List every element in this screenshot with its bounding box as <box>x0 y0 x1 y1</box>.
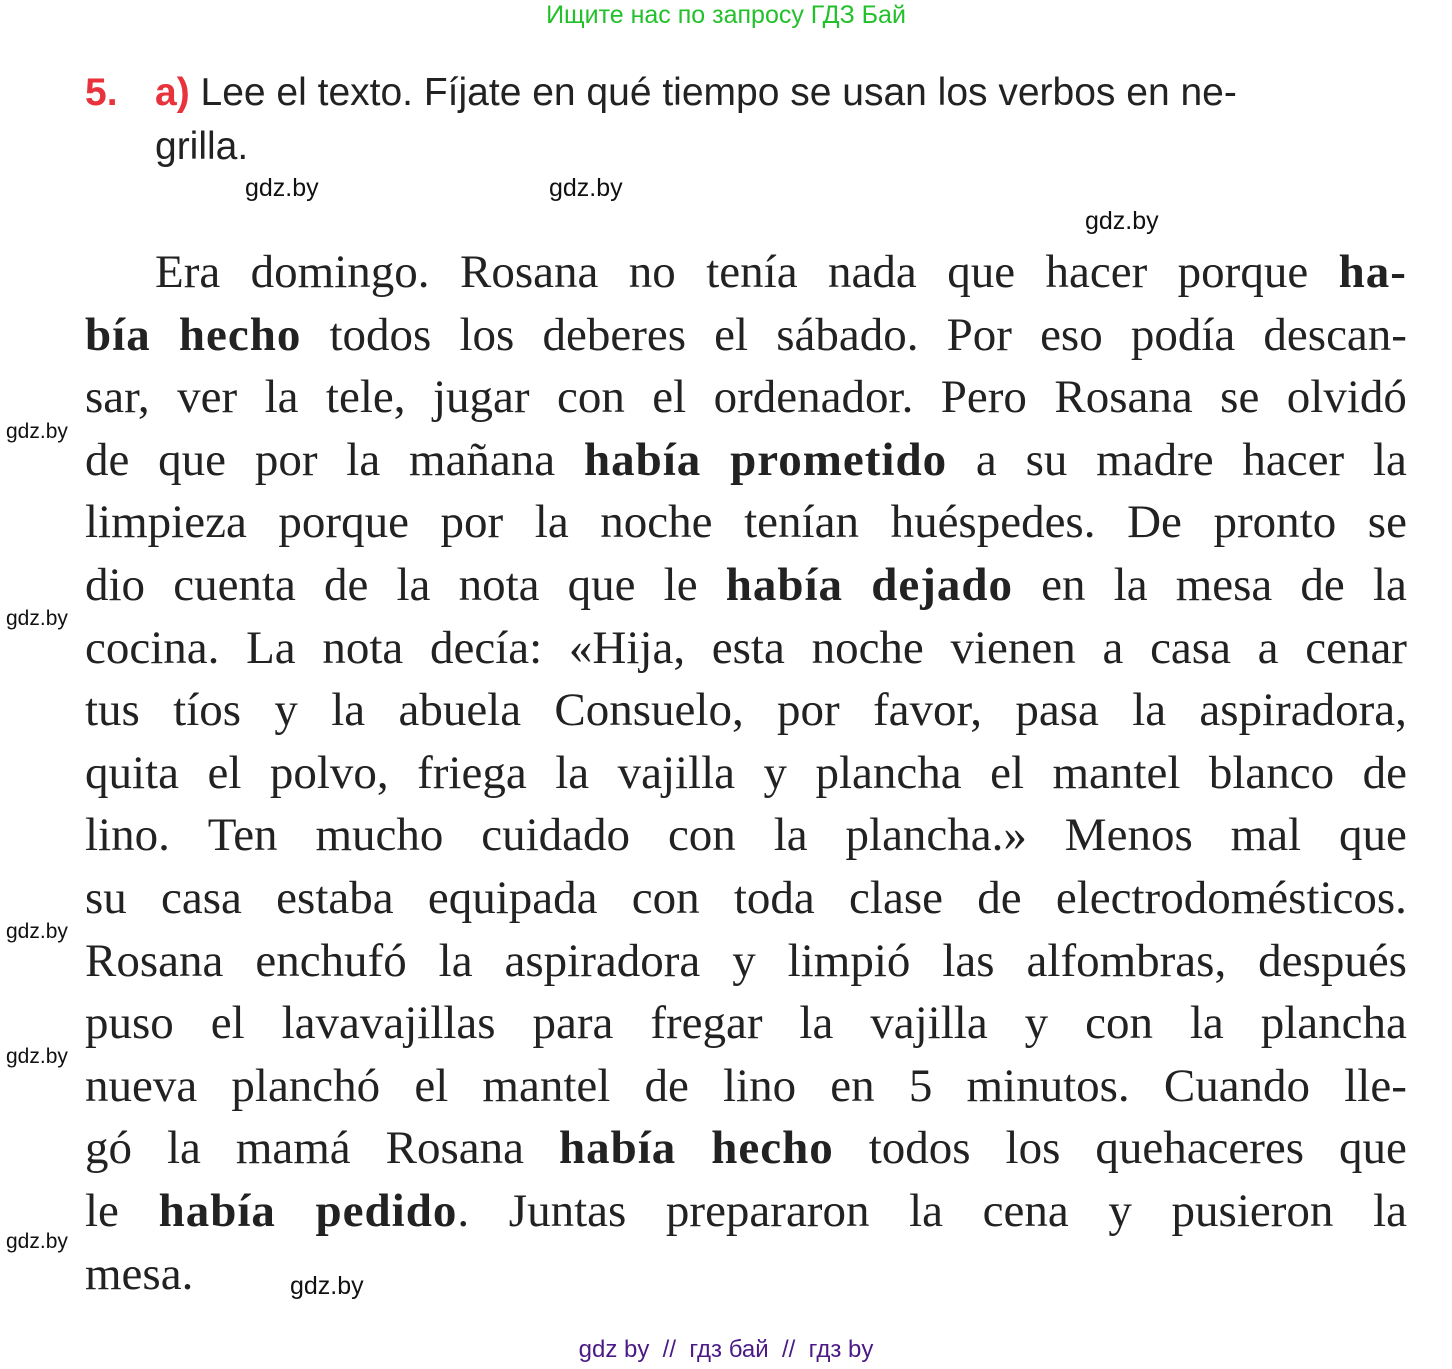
story-line <box>85 304 1407 367</box>
word: alfombras, <box>1026 934 1227 987</box>
word: todos <box>868 1122 971 1175</box>
word: el <box>207 746 242 799</box>
story-line <box>85 429 1407 492</box>
watermark: gdz.by <box>6 1230 68 1253</box>
watermark: gdz.by <box>1085 207 1159 235</box>
word: descan- <box>1263 308 1407 361</box>
word: los <box>1005 1122 1061 1175</box>
word: toda <box>733 871 815 924</box>
word: friega <box>417 746 527 799</box>
word: ordenador. <box>713 371 914 424</box>
word: la <box>1113 558 1148 611</box>
word: madre <box>1096 433 1214 486</box>
word: la <box>166 1122 201 1175</box>
bold-verb: prometido <box>730 433 948 486</box>
word: el <box>714 308 749 361</box>
word: mesa <box>1175 558 1273 611</box>
word: de <box>85 433 130 486</box>
instruction-text: Lee el texto. Fíjate en qué tiempo se usan los verbos en ne- <box>200 71 1237 114</box>
word: electrodomésticos. <box>1055 871 1407 924</box>
word: puso <box>85 997 174 1050</box>
word: eso <box>1040 308 1103 361</box>
word: jugar <box>432 371 530 424</box>
word: hacer <box>1045 246 1148 298</box>
word: y <box>1108 1184 1132 1237</box>
word: nueva <box>85 1059 198 1112</box>
word: su <box>1025 433 1068 486</box>
story-line <box>85 742 1407 805</box>
story-line <box>85 241 1407 304</box>
word: Rosana <box>85 934 224 987</box>
word: clase <box>849 871 943 924</box>
instruction-text-continued: grilla. <box>155 125 249 168</box>
word: quita <box>85 746 179 799</box>
word: sar, <box>85 371 150 424</box>
story-line <box>85 867 1407 930</box>
word: a <box>1257 621 1279 674</box>
word: la <box>1373 1184 1407 1237</box>
word: deberes <box>542 308 687 361</box>
word: la <box>331 684 366 737</box>
word: lino. <box>85 809 170 862</box>
task-letter: a) <box>155 71 190 114</box>
word: por <box>254 433 318 486</box>
word: podía <box>1130 308 1236 361</box>
footer-links: gdz by // гдз бай // гдз by <box>578 1336 874 1363</box>
word: que <box>567 558 636 611</box>
word: para <box>532 997 614 1050</box>
bold-verb: había <box>725 558 844 611</box>
word: esta <box>711 621 785 674</box>
word: y <box>763 746 788 799</box>
word: su <box>85 871 127 924</box>
word: olvidó <box>1286 371 1407 424</box>
story-line <box>85 366 1407 429</box>
word: y <box>274 684 298 737</box>
word: nada <box>828 246 917 298</box>
word: la <box>1372 433 1407 486</box>
word: pasa <box>1015 684 1099 737</box>
word: por <box>440 496 504 549</box>
bold-verb: había <box>158 1184 276 1237</box>
story-line <box>85 1180 1407 1243</box>
word: tenían <box>744 496 859 549</box>
word: decía: <box>430 621 543 674</box>
watermark: gdz.by <box>549 174 623 202</box>
word: con <box>1085 997 1153 1050</box>
word: de <box>1300 558 1345 611</box>
word: no <box>628 246 676 298</box>
word: mantel <box>1052 746 1181 799</box>
word: con <box>556 371 625 424</box>
word: la <box>773 809 808 862</box>
watermark: gdz.by <box>6 1045 68 1068</box>
word: por <box>777 684 840 737</box>
word: de <box>977 871 1022 924</box>
word: mañana <box>409 433 556 486</box>
bold-verb: hecho <box>711 1122 834 1175</box>
word: el <box>210 997 245 1050</box>
word: nota <box>322 621 404 674</box>
task-instruction <box>85 70 1407 170</box>
word: noche <box>600 496 713 549</box>
word: hacer <box>1242 433 1345 486</box>
word: que <box>947 246 1016 298</box>
watermark: gdz.by <box>290 1272 364 1300</box>
word: de <box>1362 746 1407 799</box>
word: casa <box>1150 621 1231 674</box>
word: Ten <box>207 809 278 862</box>
word: pronto <box>1213 496 1337 549</box>
word: se <box>1220 371 1260 424</box>
bold-verb: dejado <box>871 558 1013 611</box>
word: Pero <box>940 371 1027 424</box>
word: los <box>459 308 515 361</box>
bold-verb: bía <box>85 308 151 361</box>
word: la <box>396 558 431 611</box>
story-line <box>85 617 1407 680</box>
word: la <box>909 1184 944 1237</box>
word: «Hija, <box>568 621 686 674</box>
word: huéspedes. <box>890 496 1096 549</box>
word: le <box>663 558 698 611</box>
word: las <box>942 934 995 987</box>
word: Consuelo, <box>554 684 744 737</box>
word: La <box>246 621 296 674</box>
word: porque <box>1177 246 1309 298</box>
bold-verb: había <box>558 1122 677 1175</box>
word: polvo, <box>269 746 389 799</box>
word: mesa. <box>85 1247 194 1300</box>
word: Juntas <box>508 1184 627 1237</box>
word: mantel <box>482 1059 611 1112</box>
word: enchufó <box>255 934 407 987</box>
story-line <box>85 491 1407 554</box>
word: la <box>799 997 834 1050</box>
story-line <box>85 804 1407 867</box>
search-banner: Ищите нас по запросу ГДЗ Бай <box>546 1 906 29</box>
word: noche <box>811 621 924 674</box>
word: mamá <box>235 1122 351 1175</box>
task-number: 5. <box>85 71 118 114</box>
word: minutos. <box>966 1059 1130 1112</box>
word: Menos <box>1064 809 1193 862</box>
watermark: gdz.by <box>6 920 68 943</box>
word: cuenta <box>173 558 296 611</box>
word: cocina. <box>85 621 220 674</box>
word: abuela <box>398 684 522 737</box>
word: 5 <box>908 1059 933 1112</box>
word: tíos <box>173 684 242 737</box>
word: a <box>975 433 997 486</box>
word: plancha <box>1260 997 1407 1050</box>
word: vajilla <box>870 997 988 1050</box>
story-line <box>85 679 1407 742</box>
word: de <box>644 1059 689 1112</box>
word: el <box>990 746 1025 799</box>
word: que <box>1339 1122 1407 1175</box>
word: prepararon <box>665 1184 870 1237</box>
word: domingo. <box>250 246 430 298</box>
word: todos <box>329 308 432 361</box>
word: fregar <box>650 997 763 1050</box>
word: sábado. <box>776 308 919 361</box>
word: la <box>1132 684 1167 737</box>
word: en <box>1041 558 1086 611</box>
word: planchó <box>231 1059 381 1112</box>
word: se <box>1367 496 1407 549</box>
word: mucho <box>315 809 444 862</box>
word: que <box>1339 809 1407 862</box>
word: el <box>652 371 687 424</box>
word: estaba <box>276 871 394 924</box>
word: Cuando <box>1163 1059 1311 1112</box>
word: vajilla <box>617 746 736 799</box>
word: tus <box>85 684 140 737</box>
word: Era <box>155 246 221 298</box>
word: casa <box>161 871 242 924</box>
word: que <box>158 433 227 486</box>
word: la <box>346 433 381 486</box>
word: Rosana <box>385 1122 524 1175</box>
word: limpió <box>787 934 911 987</box>
story-line <box>85 1243 1407 1306</box>
word: lle- <box>1344 1059 1407 1112</box>
word: favor, <box>873 684 983 737</box>
watermark: gdz.by <box>245 174 319 202</box>
word: cena <box>982 1184 1069 1237</box>
story-line <box>85 992 1407 1055</box>
bold-verb: hecho <box>178 308 302 361</box>
word: dio <box>85 558 146 611</box>
word: la <box>555 746 590 799</box>
word: aspiradora <box>504 934 701 987</box>
word: nota <box>458 558 540 611</box>
bold-verb: ha- <box>1338 246 1407 298</box>
word: Rosana <box>459 246 599 298</box>
word: de <box>323 558 369 611</box>
word: equipada <box>427 871 598 924</box>
word: gó <box>85 1122 132 1175</box>
watermark: gdz.by <box>6 607 68 630</box>
watermark: gdz.by <box>6 420 68 443</box>
bold-verb: pedido. <box>315 1184 470 1237</box>
word: aspiradora, <box>1199 684 1407 737</box>
word: le <box>85 1184 119 1237</box>
word: la <box>1189 997 1224 1050</box>
word: quehaceres <box>1095 1122 1305 1175</box>
story-line <box>85 1117 1407 1180</box>
story-text <box>85 241 1407 1305</box>
word: cenar <box>1305 621 1407 674</box>
word: De <box>1127 496 1182 549</box>
word: Por <box>946 308 1012 361</box>
word: la <box>534 496 569 549</box>
word: pusieron <box>1171 1184 1334 1237</box>
word: la <box>438 934 473 987</box>
story-line <box>85 554 1407 617</box>
word: mal <box>1230 809 1302 862</box>
word: y <box>732 934 756 987</box>
word: la <box>1372 558 1407 611</box>
word: tele, <box>325 371 406 424</box>
word: y <box>1024 997 1049 1050</box>
word: lavavajillas <box>281 997 496 1050</box>
word: con <box>631 871 700 924</box>
word: con <box>667 809 736 862</box>
word: el <box>414 1059 449 1112</box>
word: porque <box>278 496 409 549</box>
word: la <box>264 371 299 424</box>
word: cuidado <box>481 809 631 862</box>
story-line <box>85 1055 1407 1118</box>
word: a <box>1102 621 1124 674</box>
word: ver <box>177 371 238 424</box>
word: blanco <box>1208 746 1335 799</box>
word: tenía <box>706 246 798 298</box>
word: lino <box>723 1059 797 1112</box>
bold-verb: había <box>583 433 702 486</box>
word: después <box>1258 934 1407 987</box>
word: limpieza <box>85 496 247 549</box>
word: plancha <box>815 746 962 799</box>
word: plancha.» <box>845 809 1027 862</box>
word: vienen <box>950 621 1076 674</box>
word: Rosana <box>1054 371 1193 424</box>
word: en <box>830 1059 875 1112</box>
story-line <box>85 930 1407 993</box>
